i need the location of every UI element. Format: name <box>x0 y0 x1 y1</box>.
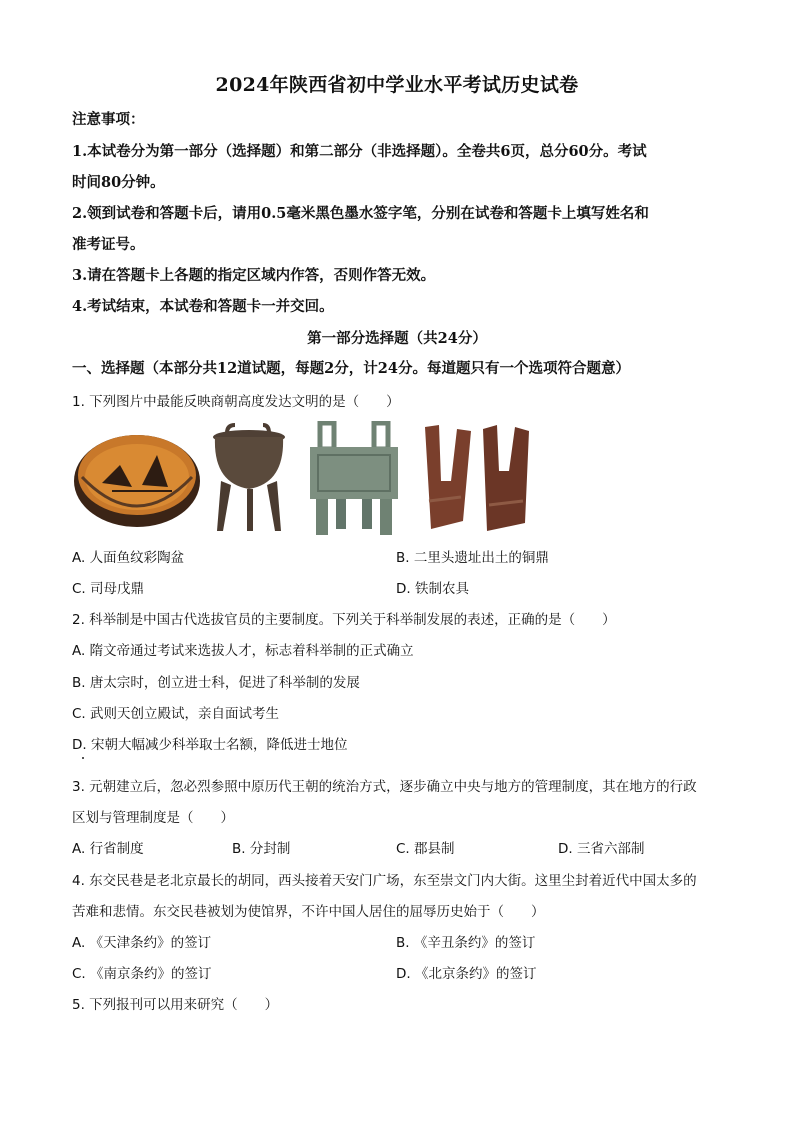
question-3-option-a: A. 行省制度 <box>72 841 144 857</box>
notice-item-1-line-1: 1.本试卷分为第一部分（选择题）和第二部分（非选择题）。全卷共6页，总分60分。考试 <box>72 143 647 160</box>
notice-item-1-line-2: 时间80分钟。 <box>72 174 165 191</box>
part-one-heading: 第一部分选择题（共24分） <box>307 330 487 347</box>
question-1-option-b: B. 二里头遗址出土的铜鼎 <box>396 550 549 566</box>
question-1-option-a: A. 人面鱼纹彩陶盆 <box>72 550 185 566</box>
question-2-option-c: C. 武则天创立殿试，亲自面试考生 <box>72 706 280 722</box>
question-3-stem-line-1: 3. 元朝建立后，忽必烈参照中原历代王朝的统治方式，逐步确立中央与地方的管理制度，其在地方的行政 <box>72 779 697 795</box>
question-4-stem-line-2: 苦难和悲情。东交民巷被划为使馆界，不许中国人居住的屈辱历史始于（ ） <box>72 904 545 920</box>
question-4-option-b: B. 《辛丑条约》的签订 <box>396 935 536 951</box>
question-1-images <box>72 417 542 539</box>
exam-title: 2024年陕西省初中学业水平考试历史试卷 <box>215 74 579 96</box>
notice-item-2-line-2: 准考证号。 <box>72 236 145 253</box>
notice-item-3: 3.请在答题卡上各题的指定区域内作答，否则作答无效。 <box>72 267 436 284</box>
question-5-stem: 5. 下列报刊可以用来研究（ ） <box>72 997 279 1013</box>
question-2-stem: 2. 科举制是中国古代选拔官员的主要制度。下列关于科举制发展的表述，正确的是（ ） <box>72 612 616 628</box>
notice-heading: 注意事项： <box>72 111 145 128</box>
question-4-option-d: D. 《北京条约》的签订 <box>396 966 537 982</box>
section-heading: 一、选择题（本部分共12道试题，每题2分，计24分。每道题只有一个选项符合题意） <box>72 360 630 377</box>
question-4-stem-line-1: 4. 东交民巷是老北京最长的胡同，西头接着天安门广场，东至崇文门内大街。这里尘封着近代中国太多的 <box>72 873 697 889</box>
iron-farm-tools-icon <box>417 421 539 537</box>
question-4-option-c: C. 《南京条约》的签订 <box>72 966 212 982</box>
question-2-option-b: B. 唐太宗时，创立进士科，促进了科举制的发展 <box>72 675 360 691</box>
question-2-option-d: D. 宋朝大幅减少科举取士名额，降低进士地位 <box>72 737 348 753</box>
question-1-stem: 1. 下列图片中最能反映商朝高度发达文明的是（ ） <box>72 394 400 410</box>
question-3-option-c: C. 郡县制 <box>396 841 455 857</box>
painted-pottery-basin-icon <box>72 425 202 533</box>
question-3-option-b: B. 分封制 <box>232 841 291 857</box>
question-3-stem-line-2: 区划与管理制度是（ ） <box>72 810 234 826</box>
simuwu-ding-icon <box>304 421 404 537</box>
question-2-option-a: A. 隋文帝通过考试来选拔人才，标志着科举制的正式确立 <box>72 643 414 659</box>
question-4-option-a: A. 《天津条约》的签订 <box>72 935 212 951</box>
notice-item-2-line-1: 2.领到试卷和答题卡后，请用0.5毫米黑色墨水签字笔，分别在试卷和答题卡上填写姓名和 <box>72 205 649 222</box>
notice-item-4: 4.考试结束，本试卷和答题卡一并交回。 <box>72 298 334 315</box>
erlitou-bronze-ding-icon <box>207 423 292 535</box>
stray-dot <box>82 757 84 759</box>
question-3-option-d: D. 三省六部制 <box>558 841 645 857</box>
question-1-option-c: C. 司母戊鼎 <box>72 581 145 597</box>
question-1-option-d: D. 铁制农具 <box>396 581 469 597</box>
